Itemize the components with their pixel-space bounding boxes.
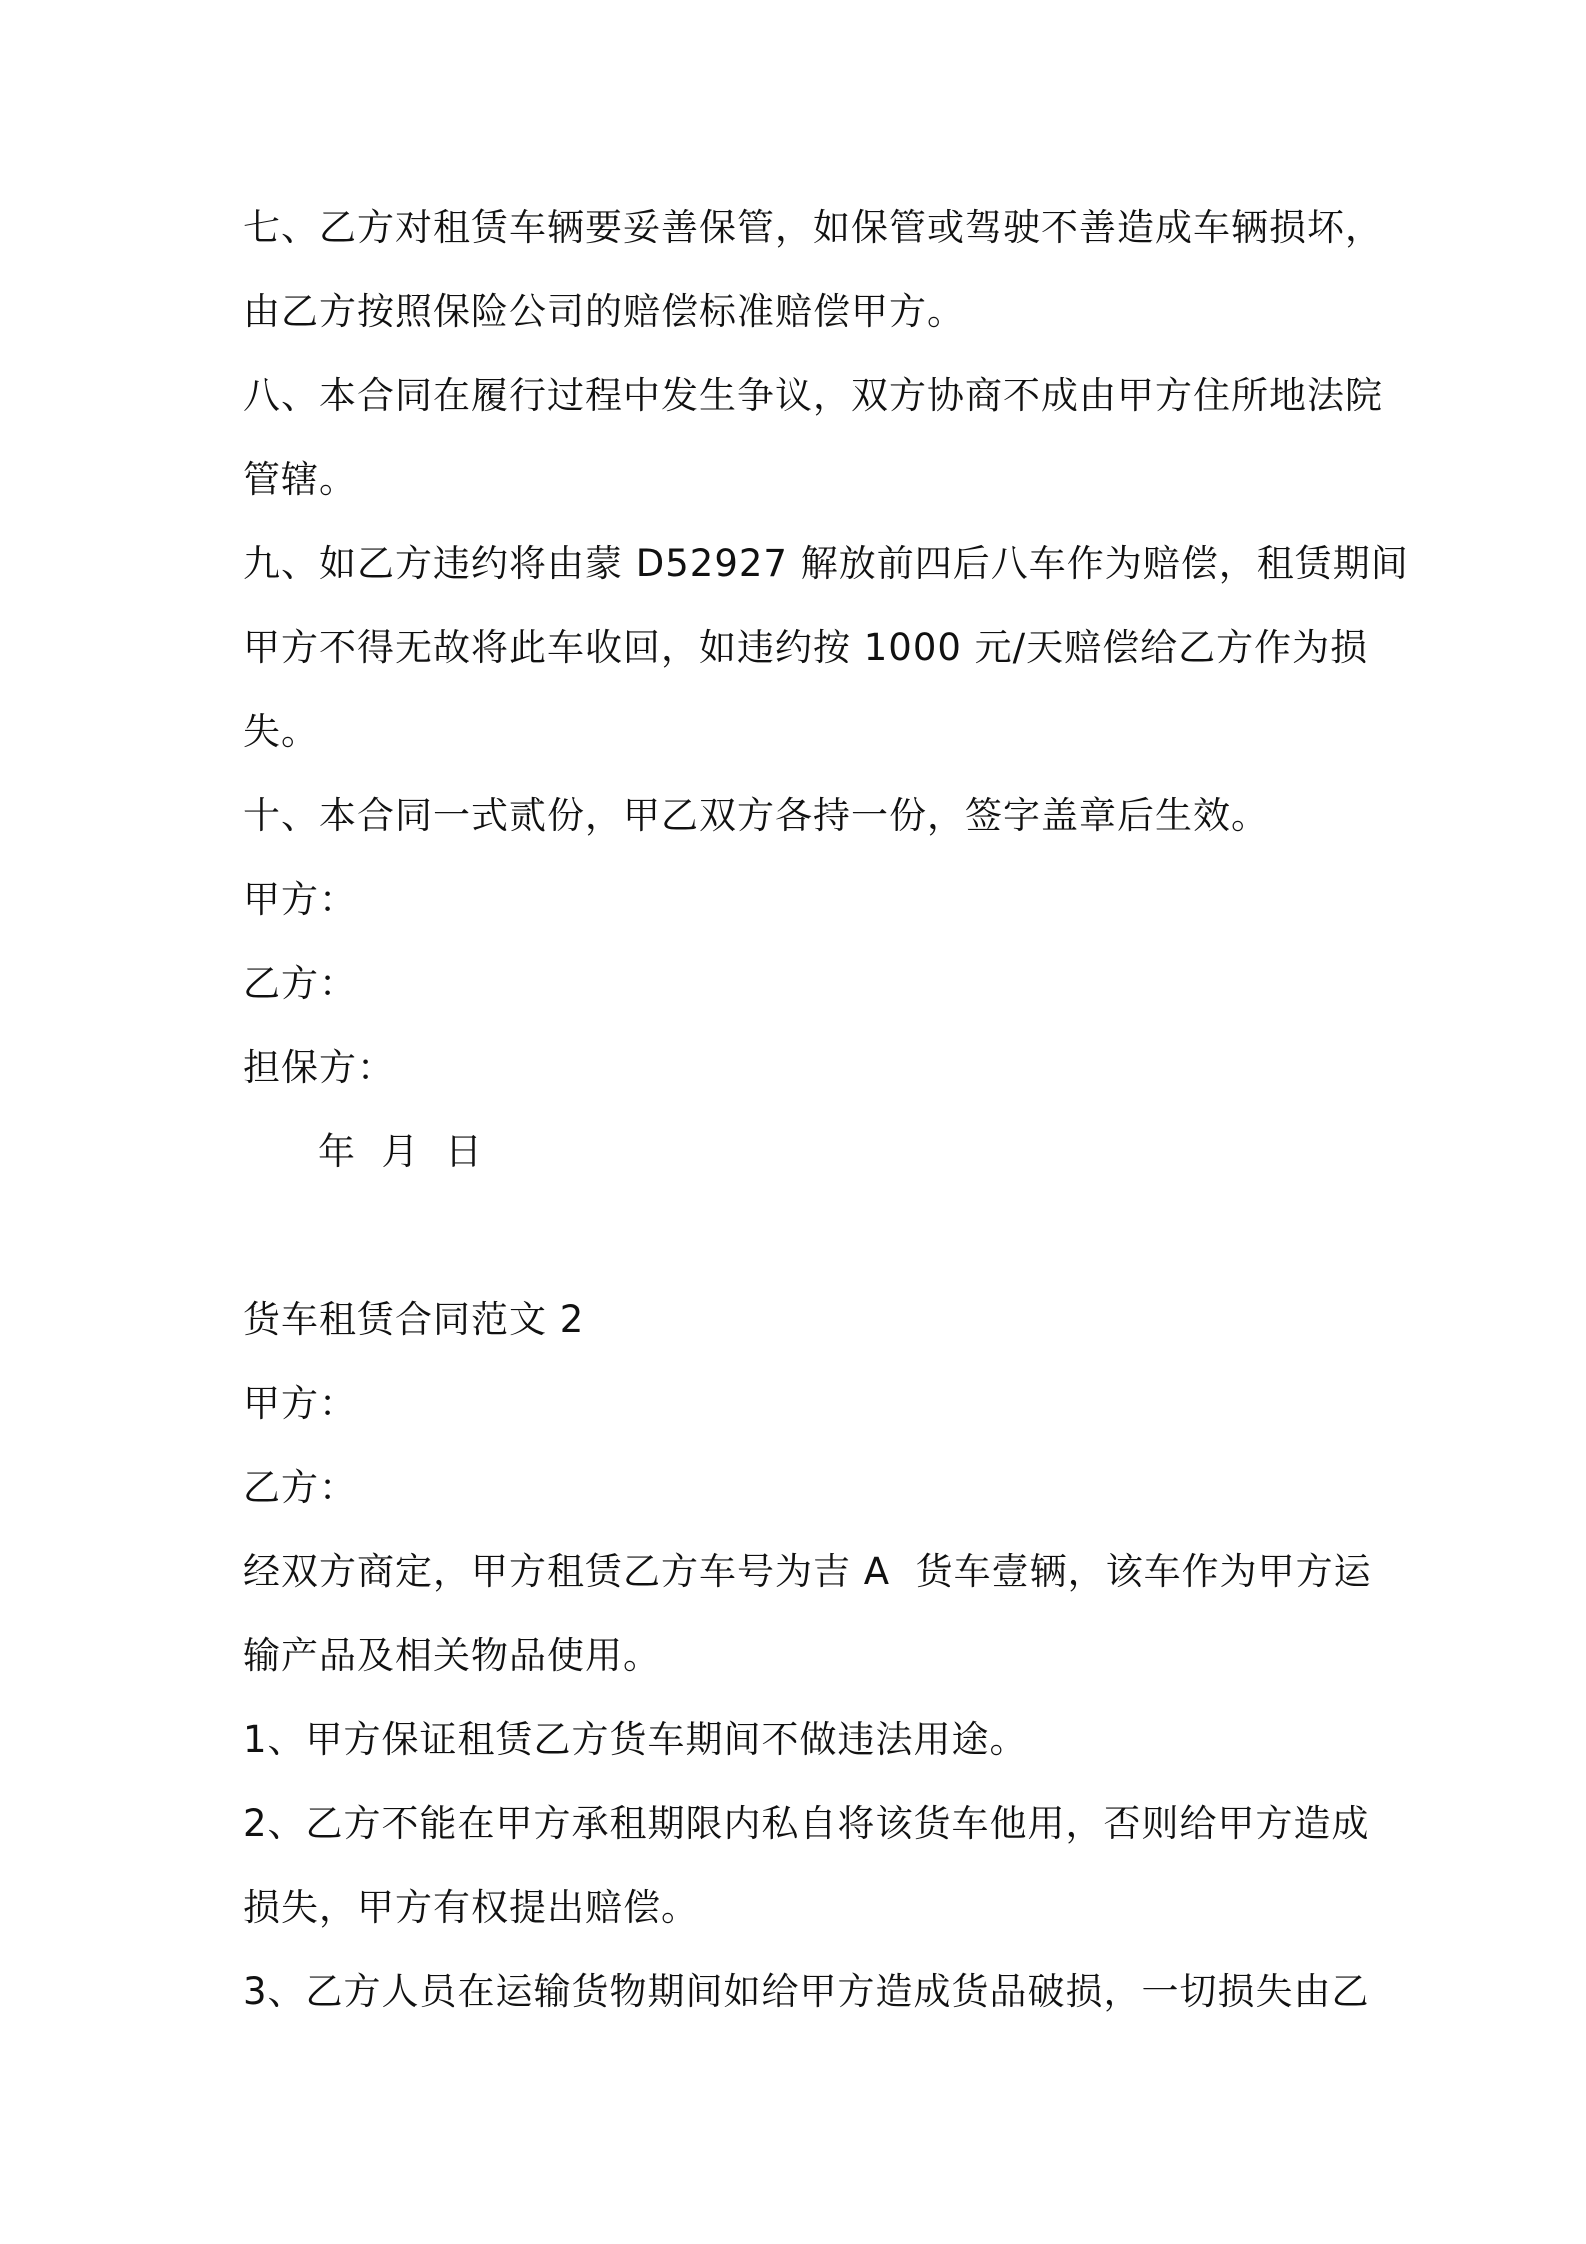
section-2-party-b: 乙方： <box>243 1466 357 1509</box>
clause-9-line-1: 九、如乙方违约将由蒙 D52927 解放前四后八车作为赔偿，租赁期间 <box>243 542 1409 585</box>
signature-guarantor: 担保方： <box>243 1046 395 1089</box>
clause-8-line-1: 八、本合同在履行过程中发生争议，双方协商不成由甲方住所地法院 <box>243 374 1383 417</box>
clause-9-line-2: 甲方不得无故将此车收回，如违约按 1000 元/天赔偿给乙方作为损 <box>243 626 1369 669</box>
section-2-title: 货车租赁合同范文 2 <box>243 1298 585 1341</box>
section-2-intro-line-1: 经双方商定，甲方租赁乙方车号为吉 A 货车壹辆，该车作为甲方运 <box>243 1550 1372 1593</box>
clause-7-line-1: 七、乙方对租赁车辆要妥善保管，如保管或驾驶不善造成车辆损坏， <box>243 206 1383 249</box>
item-2-line-2: 损失，甲方有权提出赔偿。 <box>243 1886 699 1929</box>
clause-9-line-3: 失。 <box>243 710 319 753</box>
item-1-line-1: 1、甲方保证租赁乙方货车期间不做违法用途。 <box>243 1718 1028 1761</box>
clause-10-line-1: 十、本合同一式贰份，甲乙双方各持一份，签字盖章后生效。 <box>243 794 1269 837</box>
clause-8-line-2: 管辖。 <box>243 458 357 501</box>
item-2-line-1: 2、乙方不能在甲方承租期限内私自将该货车他用，否则给甲方造成 <box>243 1802 1370 1845</box>
item-3-line-1: 3、乙方人员在运输货物期间如给甲方造成货品破损，一切损失由乙 <box>243 1970 1370 2013</box>
clause-7-line-2: 由乙方按照保险公司的赔偿标准赔偿甲方。 <box>243 290 965 333</box>
signature-date: 年 月 日 <box>318 1130 484 1173</box>
section-2-party-a: 甲方： <box>243 1382 357 1425</box>
section-2-intro-line-2: 输产品及相关物品使用。 <box>243 1634 661 1677</box>
signature-party-a: 甲方： <box>243 878 357 921</box>
signature-party-b: 乙方： <box>243 962 357 1005</box>
